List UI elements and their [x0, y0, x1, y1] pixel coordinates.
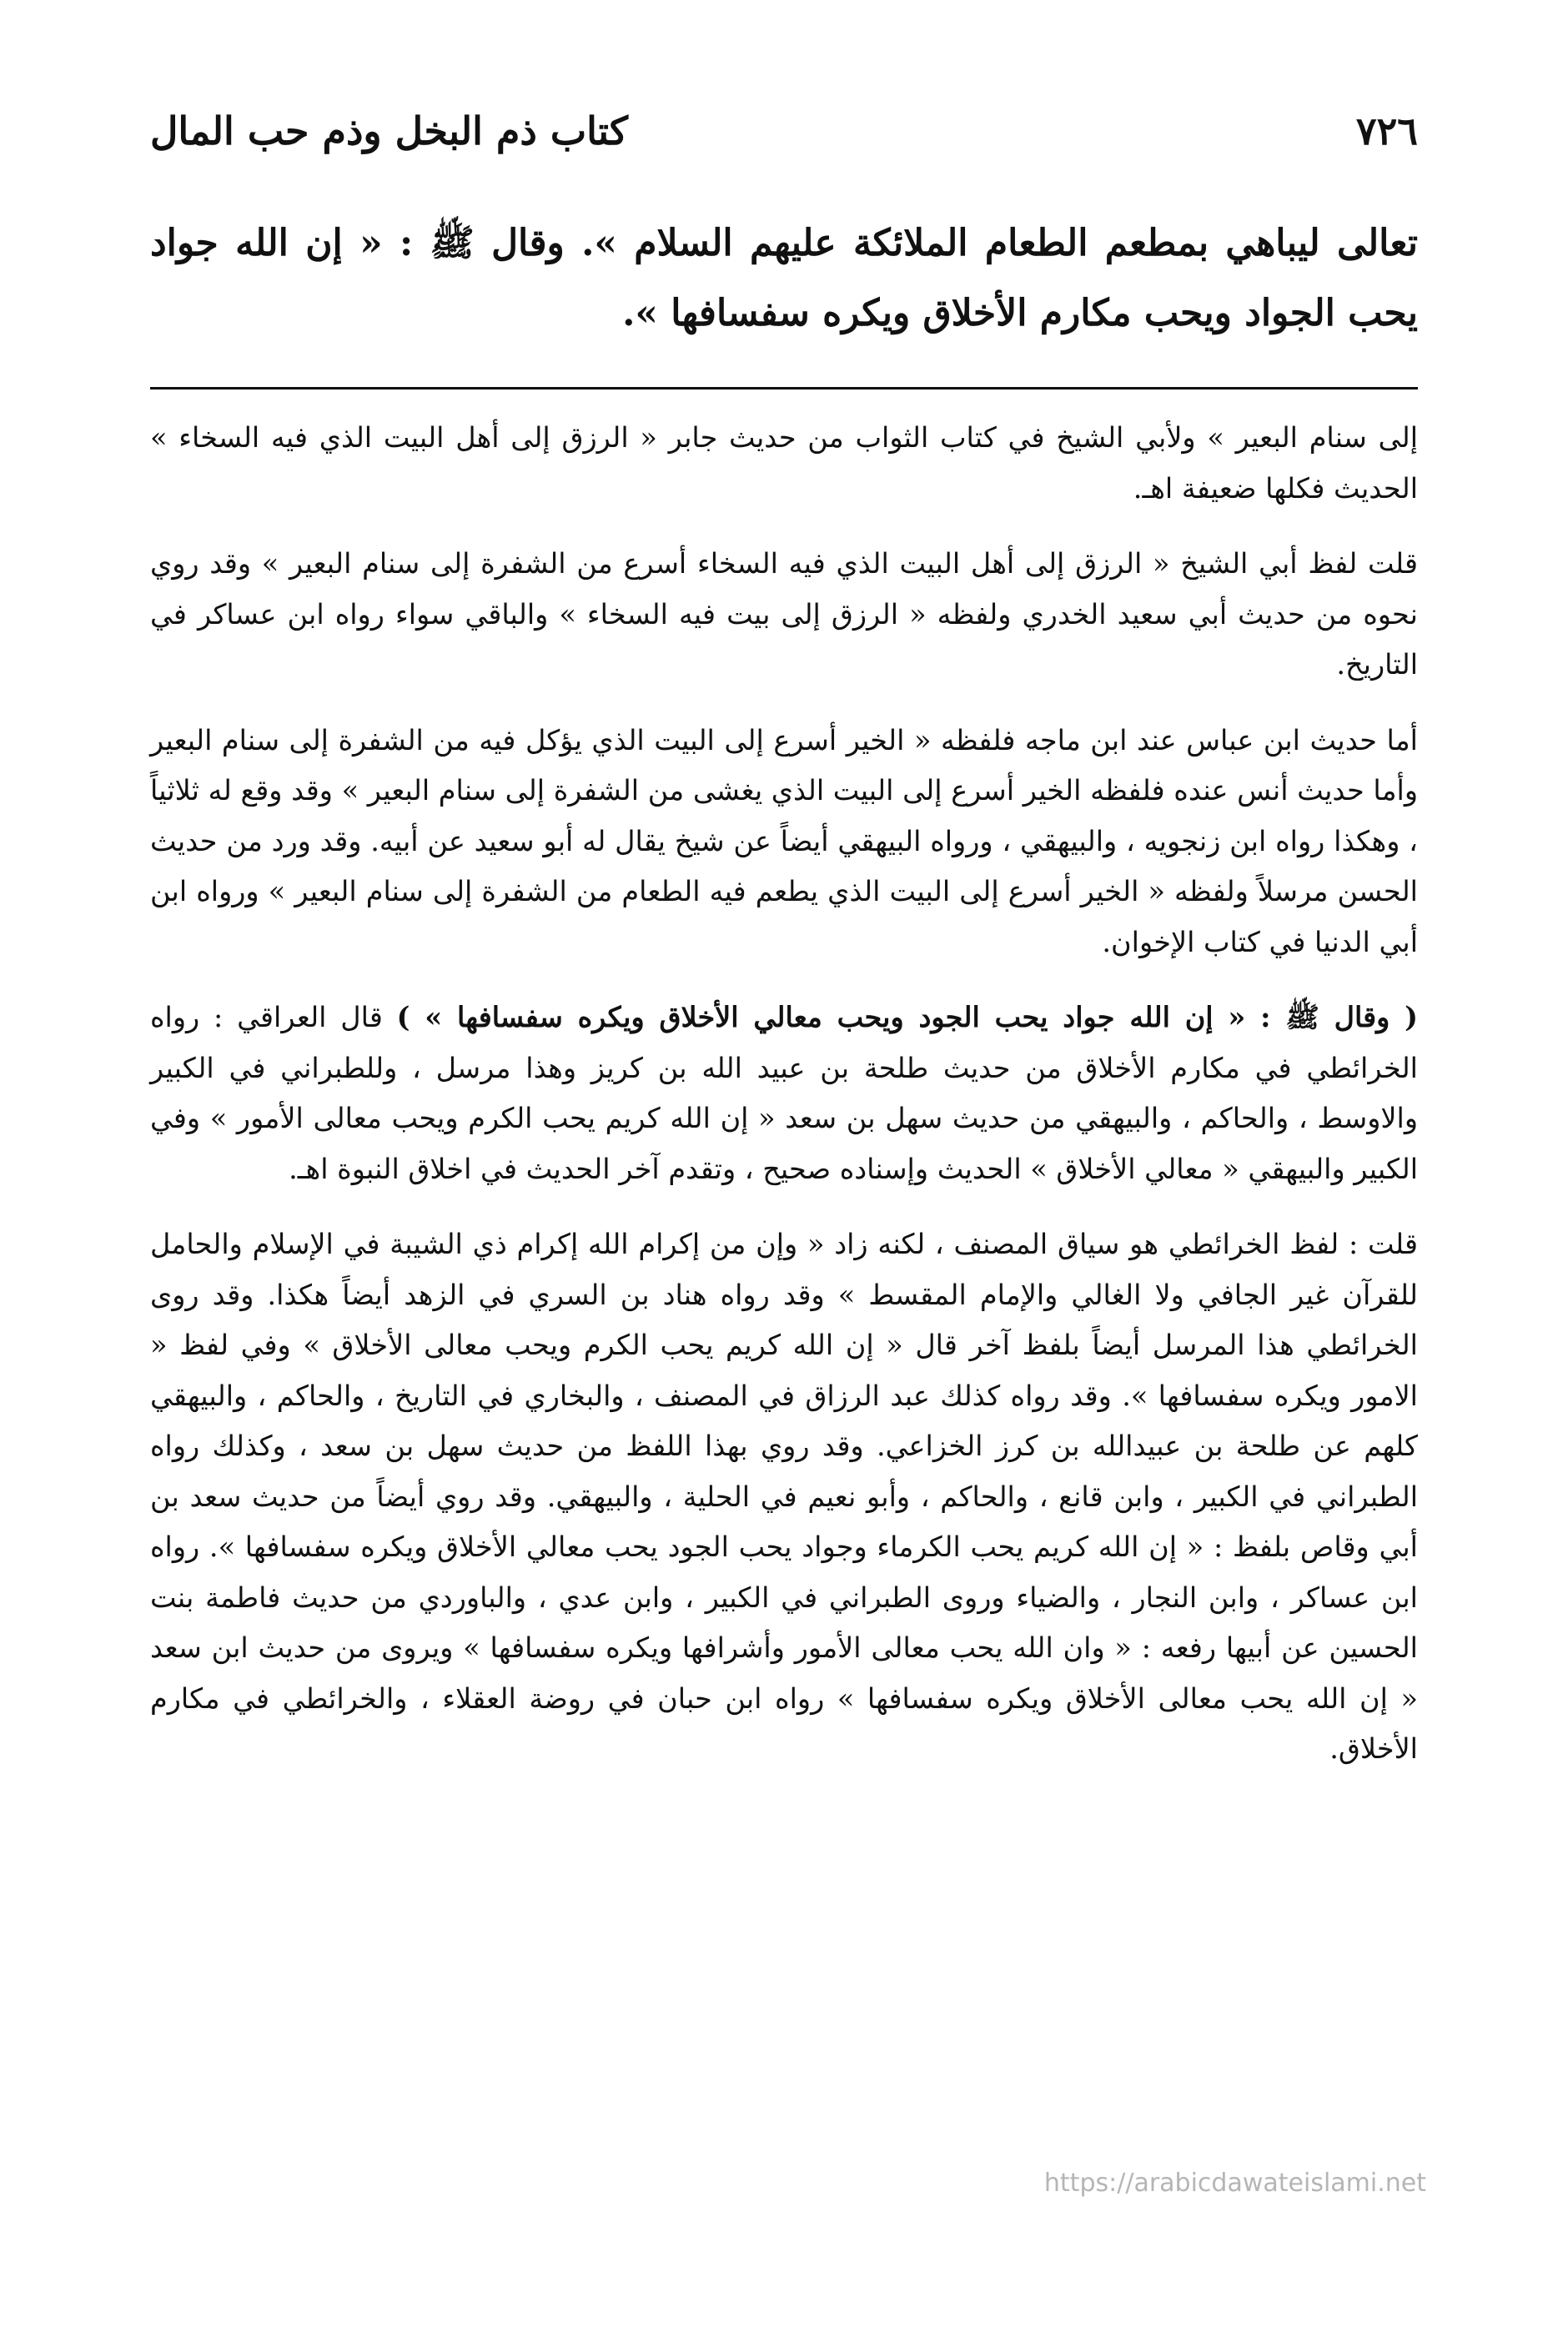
page-number: ٧٢٦	[1355, 108, 1418, 153]
paragraph-text: إلى سنام البعير » ولأبي الشيخ في كتاب الثواب من حديث جابر « الرزق إلى أهل البيت الذي فيه السخاء » الحديث فكلها ضعيفة اهـ.	[150, 421, 1418, 505]
paragraph-text: قلت لفظ أبي الشيخ « الرزق إلى أهل البيت الذي فيه السخاء أسرع من الشفرة إلى سنام البعير » وقد روي نحوه من حديث أبي سعيد الخدري ولفظه « الرزق إلى بيت فيه السخاء » والباقي سواء رواه ابن عساكر في التاريخ.	[150, 547, 1418, 681]
quoted-hadith-heading: ( وقال ﷺ : « إن الله جواد يحب الجود ويحب معالي الأخلاق ويكره سفسافها » )	[396, 1001, 1418, 1033]
footnote-separator	[150, 387, 1418, 390]
main-text: تعالى ليباهي بمطعم الطعام الملائكة عليهم السلام ». وقال ﷺ : « إن الله جواد يحب الجواد ويحب مكارم الأخلاق ويكره سفسافها ».	[150, 222, 1418, 334]
commentary-paragraph	[150, 539, 1418, 691]
commentary-paragraph	[150, 993, 1418, 1194]
commentary-paragraph	[150, 413, 1418, 514]
paragraph-text: أما حديث ابن عباس عند ابن ماجه فلفظه « الخير أسرع إلى البيت الذي يؤكل فيه من الشفرة إلى سنام البعير وأما حديث أنس عنده فلفظه الخير أسرع إلى البيت الذي يغشى من الشفرة إلى سنام البعير » وقد وقع له ثلاثياً ، وهكذا رواه ابن زنجويه ، والبيهقي ، ورواه البيهقي أيضاً عن شيخ يقال له أبو سعيد عن أبيه. وقد ورد من حديث الحسن مرسلاً ولفظه « الخير أسرع إلى البيت الذي يطعم فيه الطعام من الشفرة إلى سنام البعير » ورواه ابن أبي الدنيا في كتاب الإخوان.	[150, 723, 1418, 958]
page-header	[150, 108, 1418, 175]
paragraph-text: قلت : لفظ الخرائطي هو سياق المصنف ، لكنه زاد « وإن من إكرام الله إكرام ذي الشيبة في الإسلام والحامل للقرآن غير الجافي ولا الغالي والإمام المقسط » وقد رواه هناد بن السري في الزهد أيضاً هكذا. وقد روى الخرائطي هذا المرسل أيضاً بلفظ آخر قال « إن الله كريم يحب الكرم ويحب معالى الأخلاق » وفي لفظ « الامور ويكره سفسافها ». وقد رواه كذلك عبد الرزاق في المصنف ، والبخاري في التاريخ ، والحاكم ، والبيهقي كلهم عن طلحة بن عبيدالله بن كرز الخزاعي. وقد روي بهذا اللفظ من حديث سهل بن سعد ، وكذلك رواه الطبراني في الكبير ، وابن قانع ، والحاكم ، وأبو نعيم في الحلية ، والبيهقي. وقد روي أيضاً من حديث سعد بن أبي وقاص بلفظ : « إن الله كريم يحب الكرماء وجواد يحب الجود يحب معالي الأخلاق ويكره سفسافها ». رواه ابن عساكر ، وابن النجار ، والضياء وروى الطبراني في الكبير ، وابن عدي ، والباوردي من حديث فاطمة بنت الحسين عن أبيها رفعه : « وان الله يحب معالى الأمور وأشرافها ويكره سفسافها » ويروى من حديث ابن سعد « إن الله يحب معالى الأخلاق ويكره سفسافها » رواه ابن حبان في روضة العقلاء ، والخرائطي في مكارم الأخلاق.	[150, 1228, 1418, 1765]
commentary-paragraph	[150, 1219, 1418, 1775]
running-title: كتاب ذم البخل وذم حب المال	[150, 108, 628, 153]
watermark: https://arabicdawateislami.net	[1043, 2169, 1426, 2198]
book-page	[150, 108, 1418, 1800]
commentary-paragraph	[150, 716, 1418, 968]
commentary	[150, 413, 1418, 1775]
paragraph-text: قال العراقي : رواه الخرائطي في مكارم الأخلاق من حديث طلحة بن عبيد الله بن كريز وهذا مرسل ، وللطبراني في الكبير والاوسط ، والحاكم ، والبيهقي من حديث سهل بن سعد « إن الله كريم يحب الكرم ويحب معالى الأمور » وفي الكبير والبيهقي « معالي الأخلاق » الحديث وإسناده صحيح ، وتقدم آخر الحديث في اخلاق النبوة اهـ.	[150, 1001, 1418, 1185]
